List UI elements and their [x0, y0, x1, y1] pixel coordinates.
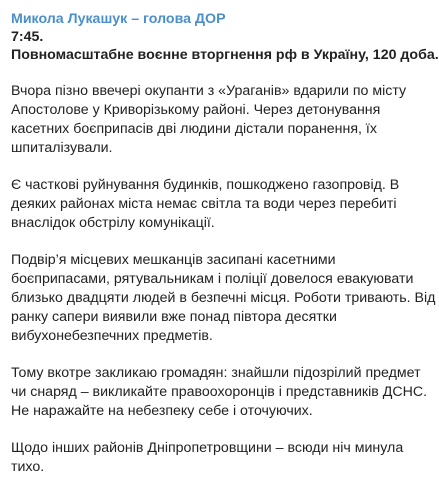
post-headline: Повномасштабне воєнне вторгнення рф в Україну, 120 доба. [11, 47, 439, 63]
paragraph-line: касетних боєприпасів дві людини дістали поранення, їх [11, 121, 377, 137]
channel-name-link[interactable]: Микола Лукашук – голова ДОР [11, 11, 226, 27]
paragraph-4 [11, 364, 428, 421]
paragraph-line: Тому вкотре закликаю громадян: знайшли підозрілий предмет [11, 365, 421, 381]
paragraph-line: Апостолове у Криворізькому районі. Через детонування [11, 102, 381, 118]
paragraph-line: Подвір’я місцевих мешканців засипані касетними [11, 252, 336, 268]
paragraph-2 [11, 176, 409, 233]
paragraph-line: Не наражайте на небезпеку себе і оточуючих. [11, 403, 313, 419]
paragraph-line: Щодо інших районів Дніпропетровщини – всюди ніч минула [11, 440, 404, 456]
paragraph-line: деяких районах міста немає світла та води через перебиті [11, 196, 397, 212]
paragraph-line: Є часткові руйнування будинків, пошкоджено газопровід. В [11, 177, 400, 193]
paragraph-line: ранку сапери виявили вже понад півтора десятки [11, 309, 337, 325]
paragraph-line: близько двадцяти людей в безпечні місця. Роботи тривають. Від [11, 290, 436, 306]
paragraph-line: Вчора пізно ввечері окупанти з «Ураганів» вдарили по місту [11, 83, 407, 99]
paragraph-3 [11, 251, 436, 346]
paragraph-line: внаслідок обстрілу комунікації. [11, 215, 215, 231]
paragraph-5 [11, 439, 409, 477]
post-time: 7:45. [11, 29, 44, 45]
paragraph-line: боєприпасами, рятувальникам і поліції довелося евакуювати [11, 271, 414, 287]
paragraph-line: вибухонебезпечних предметів. [11, 328, 213, 344]
paragraph-line: тихо. [11, 459, 45, 475]
paragraph-line: шпиталізували. [11, 140, 113, 156]
paragraph-1 [11, 82, 409, 158]
paragraph-line: чи снаряд – викликайте правоохоронців і представників ДСНС. [11, 384, 428, 400]
